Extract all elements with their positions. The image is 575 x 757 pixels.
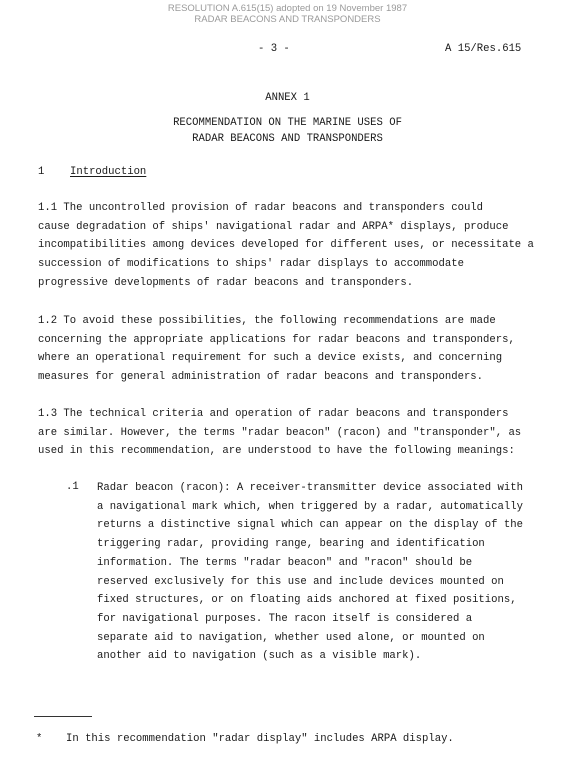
definition-line: separate aid to navigation, whether used alone, or mounted on [97,631,485,644]
paragraph-line: measures for general administration of radar beacons and transponders. [38,371,484,384]
header-line-1: RESOLUTION A.615(15) adopted on 19 November 1987 [167,3,408,14]
paragraph-line: used in this recommendation, are understood to have the following meanings: [38,445,515,458]
definition-line: Radar beacon (racon): A receiver-transmitter device associated with [97,482,523,494]
definition-line: reserved exclusively for this use and include devices mounted on [97,575,504,588]
footnote-marker: * [36,733,43,745]
paragraph-line: 1.2 To avoid these possibilities, the following recommendations are made [38,315,496,327]
paragraph-line: cause degradation of ships' navigational radar and ARPA* displays, produce [38,220,509,233]
definition-line: another aid to navigation (such as a visible mark). [97,650,422,663]
paragraph-1-3 [38,405,522,461]
footnote-text: In this recommendation "radar display" includes ARPA display. [66,733,454,745]
page-number: - 3 - [258,43,290,55]
definition-marker: .1 [66,481,79,493]
definition-line: returns a distinctive signal which can appear on the display of the [97,519,523,532]
paragraph-line: are similar. However, the terms "radar beacon" (racon) and "transponder", as [38,426,522,439]
recommendation-title-line-2: RADAR BEACONS AND TRANSPONDERS [192,133,383,145]
paragraph-line: 1.1 The uncontrolled provision of radar beacons and transponders could [38,202,484,214]
paragraph-1-2 [38,312,518,387]
paragraph-line: where an operational requirement for such a device exists, and concerning [38,352,503,365]
definition-line: for navigational purposes. The racon itself is considered a [97,612,473,625]
footnote-divider [34,716,92,717]
paragraph-line: succession of modifications to ships' radar displays to accommodate [38,258,464,271]
paragraph-1-1 [38,199,534,293]
section-title: Introduction [70,166,147,178]
paragraph-line: concerning the appropriate applications for radar beacons and transponders, [38,333,515,346]
paragraph-line: progressive developments of radar beacons and transponders. [38,276,414,289]
header-line-2: RADAR BEACONS AND TRANSPONDERS [194,14,381,25]
recommendation-title-line-1: RECOMMENDATION ON THE MARINE USES OF [173,117,402,129]
paragraph-line: incompatibilities among devices developed for different uses, or necessitate a [38,239,534,252]
definition-line: information. The terms "radar beacon" and "racon" should be [97,556,473,569]
definition-line: triggering radar, providing range, bearing and identification [97,538,485,551]
definition-line: fixed structures, or on floating aids anchored at fixed positions, [97,594,517,607]
definition-radar-beacon [97,479,523,666]
section-number: 1 [38,166,45,178]
definition-line: a navigational mark which, when triggered by a radar, automatically [97,500,523,513]
paragraph-line: 1.3 The technical criteria and operation of radar beacons and transponders [38,408,509,420]
annex-title: ANNEX 1 [265,92,310,104]
document-reference: A 15/Res.615 [445,43,522,55]
